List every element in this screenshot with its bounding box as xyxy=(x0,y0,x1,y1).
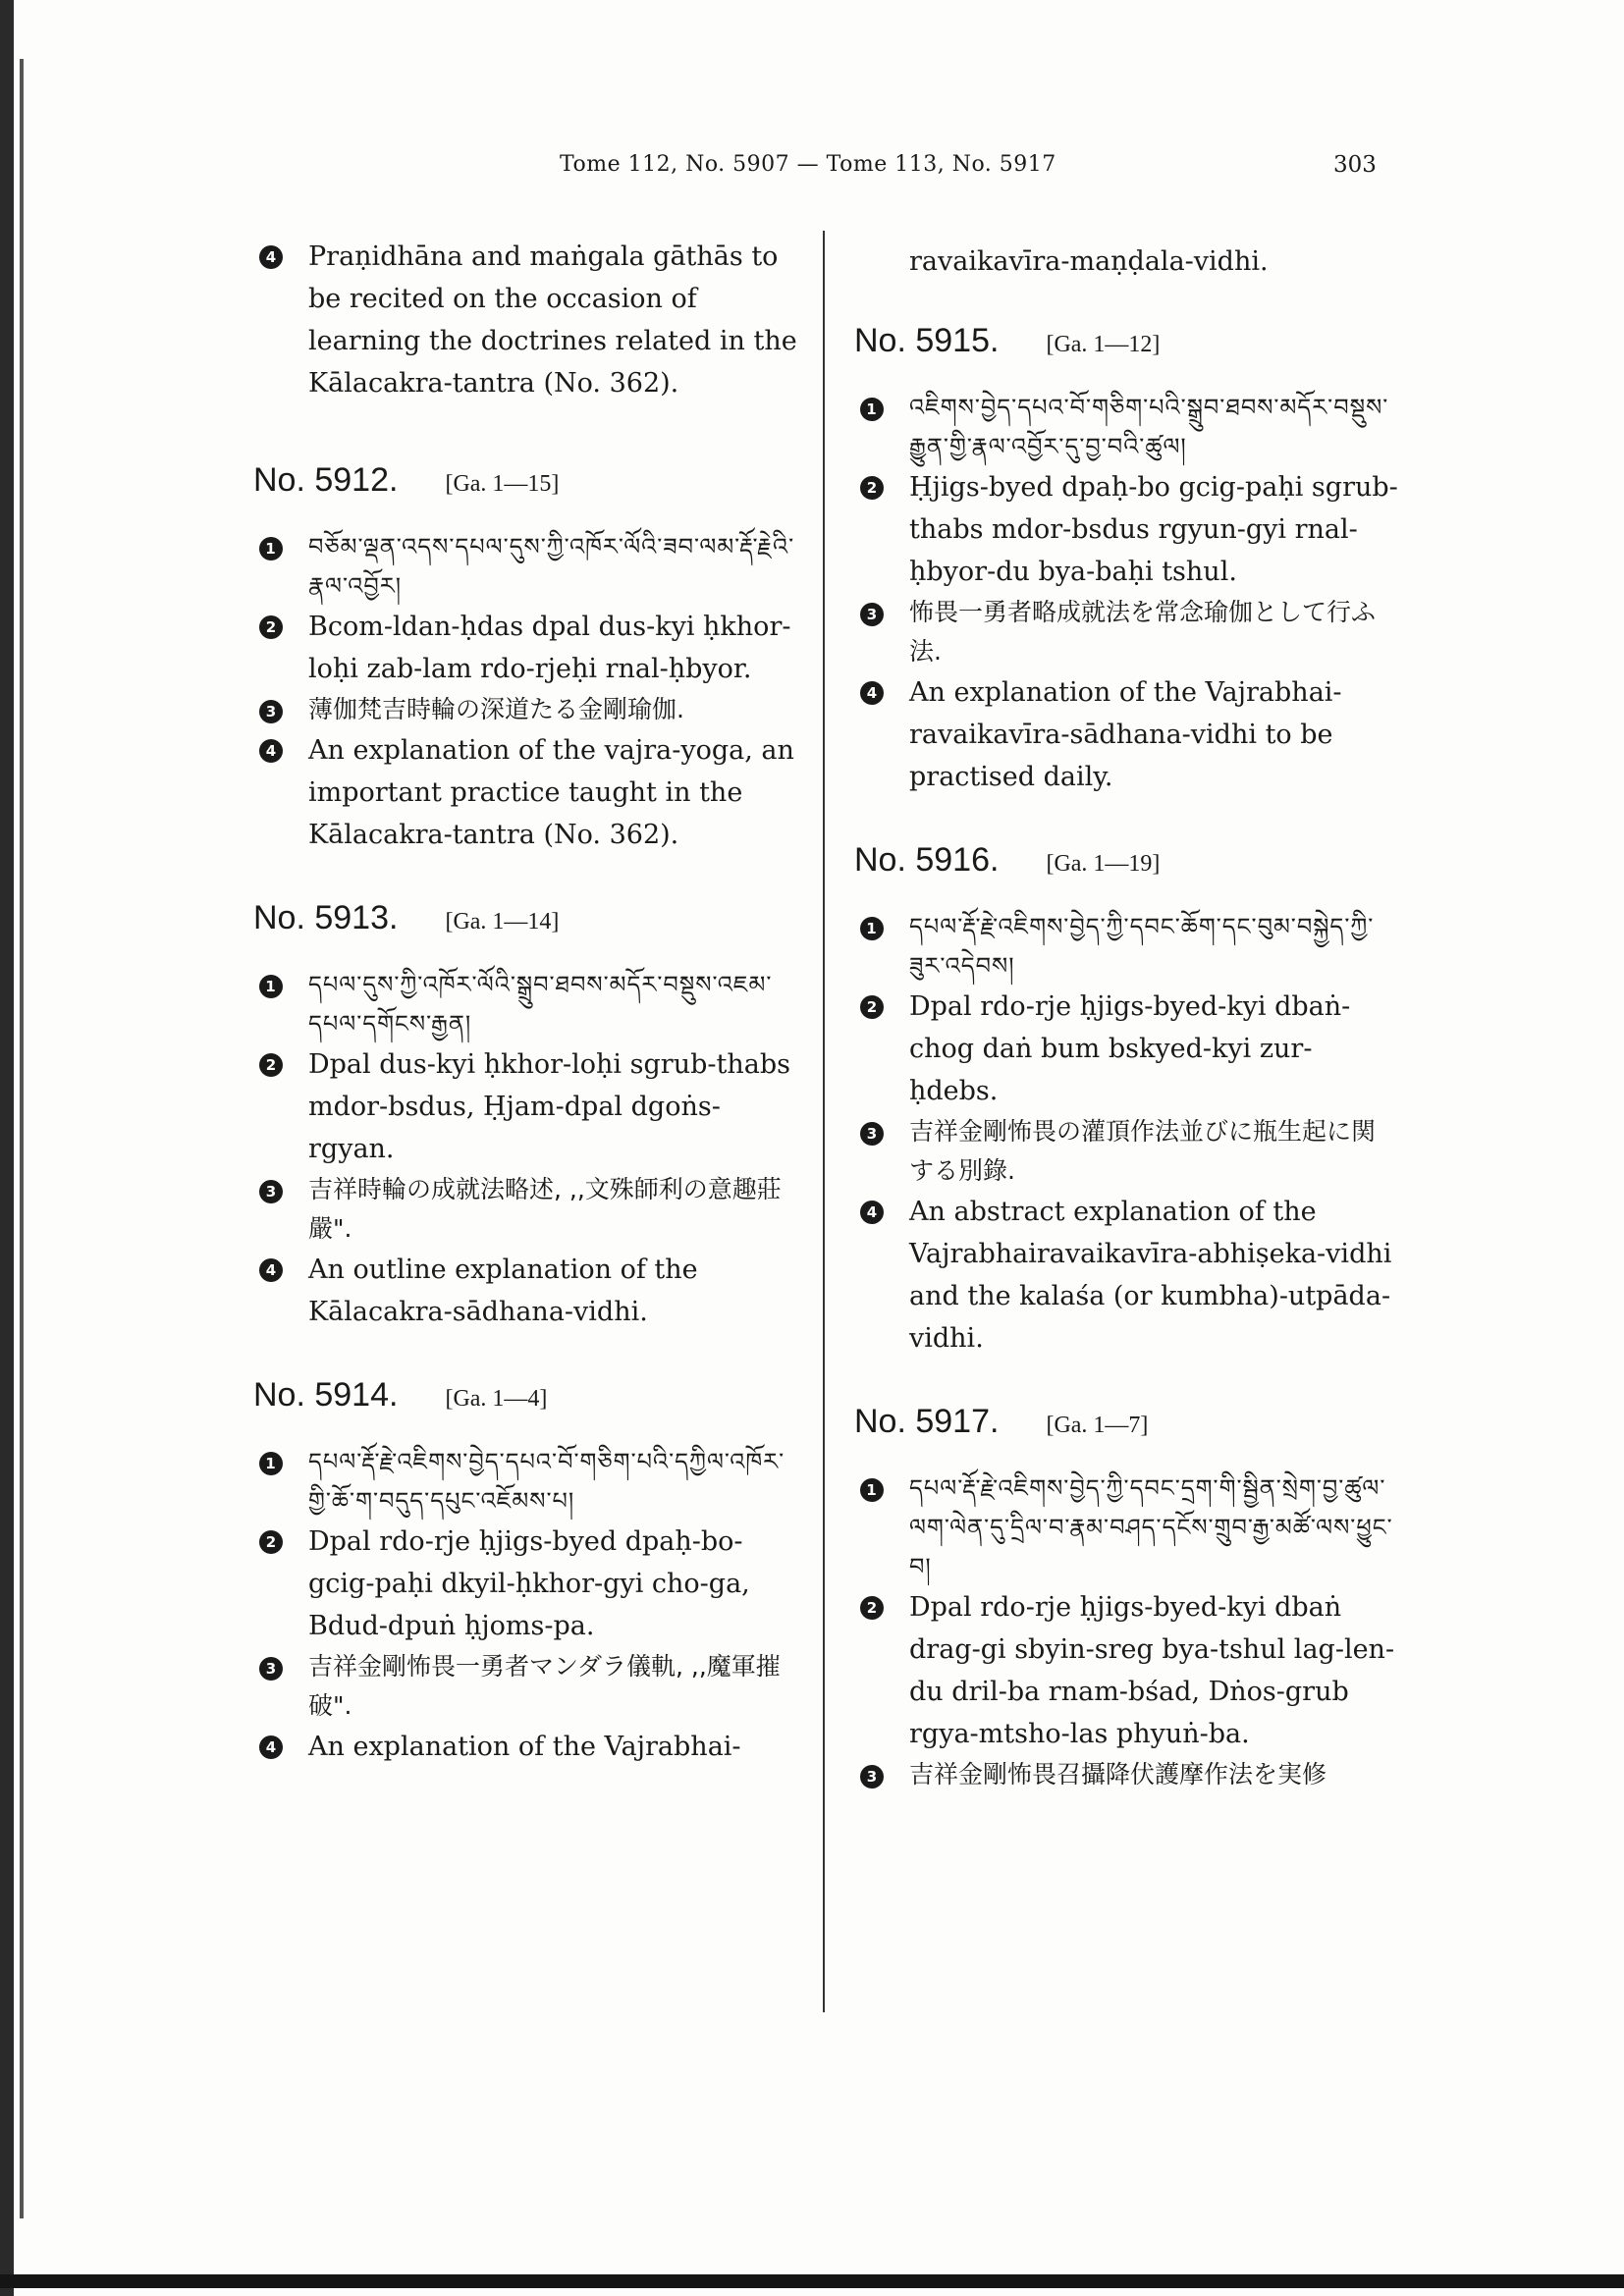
entry-heading xyxy=(854,322,1399,360)
japanese-text: 吉祥金剛怖畏一勇者マンダラ儀軌, ,,魔軍摧破". xyxy=(308,1652,781,1720)
marker-badge: 1 xyxy=(860,1478,884,1502)
binding-shadow xyxy=(20,59,24,2218)
marker-badge: 2 xyxy=(860,476,884,500)
marker-badge: 3 xyxy=(860,603,884,626)
transliteration xyxy=(253,606,798,690)
entry-ref: [Ga. 1—19] xyxy=(1046,851,1161,877)
japanese-text: 薄伽梵吉時輪の深道たる金剛瑜伽. xyxy=(308,695,684,723)
marker-badge: 3 xyxy=(259,1657,283,1681)
marker-badge: 4 xyxy=(259,1258,283,1282)
entry-5916 xyxy=(854,841,1399,1360)
tibetan-text: དཔལ་དུས་ཀྱི་འཁོར་ལོའི་སྒྲུབ་ཐབས་མདོར་བསྡུས་འཇམ་དཔལ་དགོངས་རྒྱན། xyxy=(308,971,773,1038)
tibetan-title xyxy=(854,388,1399,466)
english-text: An abstract explanation of the Vajrabhairavaikavīra-abhiṣeka-vidhi and the kalaśa (or kumbha)-utpāda-vidhi. xyxy=(909,1197,1392,1354)
transliteration xyxy=(854,986,1399,1112)
entry-5915 xyxy=(854,322,1399,798)
binding-edge xyxy=(0,0,14,2296)
marker-badge: 4 xyxy=(259,1735,283,1759)
english-summary xyxy=(253,729,798,856)
transliteration-text: Dpal rdo-rje ḥjigs-byed dpaḥ-bo-gcig-paḥi dkyil-ḥkhor-gyi cho-ga, Bdud-dpuṅ ḥjoms-pa. xyxy=(308,1526,750,1641)
japanese-title xyxy=(253,1170,798,1249)
intro-item xyxy=(253,236,798,404)
entry-heading xyxy=(253,1376,798,1415)
japanese-title xyxy=(854,1755,1399,1794)
right-column xyxy=(854,240,1399,1794)
marker-badge: 3 xyxy=(860,1122,884,1146)
intro-text: Praṇidhāna and maṅgala gāthās to be recited on the occasion of learning the doctrines related in the Kālacakra-tantra (No. 362). xyxy=(308,241,797,399)
japanese-text: 吉祥金剛怖畏の灌頂作法並びに瓶生起に関する別錄. xyxy=(909,1117,1377,1185)
marker-badge: 1 xyxy=(860,917,884,940)
transliteration-text: Dpal rdo-rje ḥjigs-byed-kyi dbaṅ drag-gi sbyin-sreg bya-tshul lag-len-du dril-ba rnam-bśad, Dṅos-grub rgya-mtsho-las phyuṅ-ba. xyxy=(909,1592,1395,1749)
tibetan-title xyxy=(253,1442,798,1521)
japanese-title xyxy=(854,1112,1399,1191)
entry-5912 xyxy=(253,461,798,856)
entry-number: No. 5912. xyxy=(253,461,399,499)
english-summary xyxy=(854,1191,1399,1360)
entry-number: No. 5913. xyxy=(253,899,399,936)
tibetan-title xyxy=(253,965,798,1043)
entry-number: No. 5917. xyxy=(854,1403,1000,1440)
transliteration-text: Ḥjigs-byed dpaḥ-bo gcig-paḥi sgrub-thabs mdor-bsdus rgyun-gyi rnal-ḥbyor-du bya-baḥi tshul. xyxy=(909,472,1398,587)
entry-ref: [Ga. 1—12] xyxy=(1046,332,1161,357)
english-summary xyxy=(253,1726,798,1768)
continuation-text: ravaikavīra-maṇḍala-vidhi. xyxy=(909,246,1269,277)
entry-ref: [Ga. 1—7] xyxy=(1046,1413,1149,1438)
marker-badge: 1 xyxy=(860,398,884,421)
japanese-title xyxy=(854,593,1399,671)
marker-badge: 3 xyxy=(259,700,283,723)
entry-ref: [Ga. 1—14] xyxy=(445,909,560,934)
entry-5914 xyxy=(253,1376,798,1768)
scan-bottom-edge xyxy=(0,2274,1624,2288)
marker-badge: 1 xyxy=(259,537,283,561)
marker-badge: 1 xyxy=(259,1452,283,1475)
tibetan-title xyxy=(253,527,798,606)
transliteration xyxy=(854,466,1399,593)
entry-number: No. 5916. xyxy=(854,841,1000,879)
entry-ref: [Ga. 1—4] xyxy=(445,1386,548,1412)
transliteration-text: Dpal dus-kyi ḥkhor-loḥi sgrub-thabs mdor-bsdus, Ḥjam-dpal dgoṅs-rgyan. xyxy=(308,1049,790,1164)
marker-badge: 3 xyxy=(860,1765,884,1789)
entry-number: No. 5914. xyxy=(253,1376,399,1414)
japanese-title xyxy=(253,1647,798,1726)
transliteration xyxy=(854,1586,1399,1755)
english-summary xyxy=(253,1249,798,1333)
entry-5913 xyxy=(253,899,798,1333)
japanese-text: 怖畏一勇者略成就法を常念瑜伽として行ふ法. xyxy=(909,598,1377,666)
marker-badge: 3 xyxy=(259,1180,283,1203)
marker-badge: 4 xyxy=(860,1201,884,1224)
transliteration xyxy=(253,1521,798,1647)
english-text: An explanation of the vajra-yoga, an important practice taught in the Kālacakra-tantra (No. 362). xyxy=(308,735,794,850)
english-summary xyxy=(854,671,1399,798)
marker-badge: 2 xyxy=(259,615,283,639)
column-divider xyxy=(823,231,825,2012)
page-number: 303 xyxy=(1333,152,1377,178)
entry-5917 xyxy=(854,1403,1399,1794)
entry-ref: [Ga. 1—15] xyxy=(445,471,560,497)
transliteration-text: Bcom-ldan-ḥdas dpal dus-kyi ḥkhor-loḥi zab-lam rdo-rjeḥi rnal-ḥbyor. xyxy=(308,612,791,684)
tibetan-text: དཔལ་རྡོ་རྗེ་འཇིགས་བྱེད་ཀྱི་དབང་དྲག་གི་སྦྱིན་སྲེག་བྱ་ཚུལ་ལག་ལེན་དུ་དྲིལ་བ་རྣམ་བཤད་དངོས་གྲུབ་རྒྱ་མཚོ་ལས་ཕྱུང་བ། xyxy=(909,1474,1393,1580)
japanese-title xyxy=(253,690,798,729)
entry-heading xyxy=(854,841,1399,880)
marker-badge: 4 xyxy=(259,739,283,763)
tibetan-text: བཅོམ་ལྡན་འདས་དཔལ་དུས་ཀྱི་འཁོར་ལོའི་ཟབ་ལམ་རྡོ་རྗེའི་རྣལ་འབྱོར། xyxy=(308,533,795,600)
entry-heading xyxy=(253,461,798,500)
tibetan-title xyxy=(854,907,1399,986)
entry-number: No. 5915. xyxy=(854,322,1000,359)
japanese-text: 吉祥金剛怖畏召攝降伏護摩作法を実修 xyxy=(909,1760,1327,1789)
marker-badge: 4 xyxy=(259,245,283,269)
marker-badge: 2 xyxy=(259,1530,283,1554)
english-text: An outline explanation of the Kālacakra-sādhana-vidhi. xyxy=(308,1255,698,1327)
entry-heading xyxy=(854,1403,1399,1441)
marker-badge: 2 xyxy=(259,1053,283,1077)
tibetan-text: འཇིགས་བྱེད་དཔའ་བོ་གཅིག་པའི་སྒྲུབ་ཐབས་མདོར་བསྡུས་རྒྱུན་གྱི་རྣལ་འབྱོར་དུ་བྱ་བའི་ཚུལ། xyxy=(909,394,1389,460)
tibetan-text: དཔལ་རྡོ་རྗེ་འཇིགས་བྱེད་ཀྱི་དབང་ཆོག་དང་བུམ་བསྐྱེད་ཀྱི་ཟུར་འདེབས། xyxy=(909,913,1375,980)
transliteration xyxy=(253,1043,798,1170)
english-text: An explanation of the Vajrabhai- xyxy=(308,1732,741,1762)
entry-heading xyxy=(253,899,798,937)
tibetan-text: དཔལ་རྡོ་རྗེ་འཇིགས་བྱེད་དཔའ་བོ་གཅིག་པའི་དཀྱིལ་འཁོར་གྱི་ཆོ་ག་བདུད་དཔུང་འཇོམས་པ། xyxy=(308,1448,785,1515)
left-column xyxy=(253,236,798,1768)
marker-badge: 4 xyxy=(860,681,884,705)
japanese-text: 吉祥時輪の成就法略述, ,,文殊師利の意趣莊嚴". xyxy=(308,1175,782,1243)
tibetan-title xyxy=(854,1468,1399,1586)
english-text: An explanation of the Vajrabhai-ravaikavīra-sādhana-vidhi to be practised daily. xyxy=(909,677,1342,792)
marker-badge: 2 xyxy=(860,995,884,1019)
running-head: Tome 112, No. 5907 — Tome 113, No. 5917 xyxy=(560,152,1056,177)
transliteration-text: Dpal rdo-rje ḥjigs-byed-kyi dbaṅ-chog daṅ bum bskyed-kyi zur-ḥdebs. xyxy=(909,991,1351,1106)
marker-badge: 1 xyxy=(259,975,283,998)
marker-badge: 2 xyxy=(860,1596,884,1620)
